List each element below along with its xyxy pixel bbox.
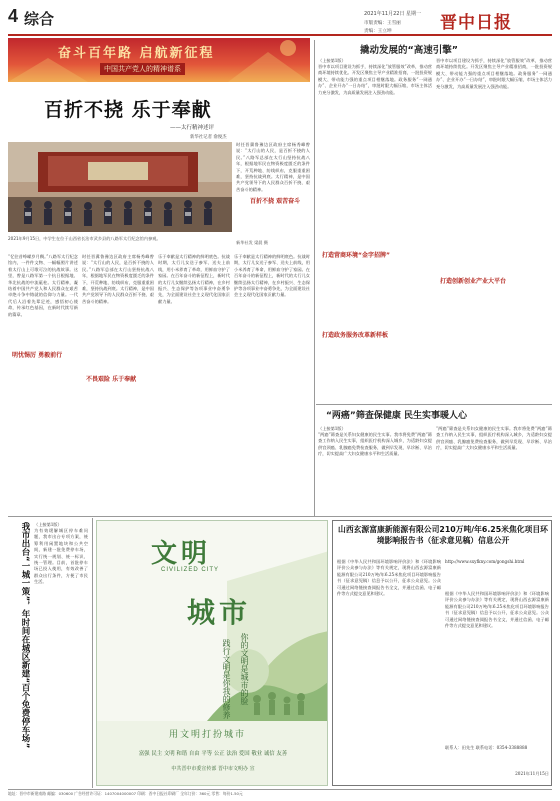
photo-caption: 2021年9月15日，中学生在位于山西省长治市武乡县的八路军太行纪念馆内参观。 [8,236,161,241]
banner-slogan: 奋斗百年路 启航新征程 [58,46,215,61]
right-top-col2: 晋中市以项目建设为抓手，持续深化“放管服效”改革，推动营商环境持续优化。开发区聚焦主导产业精准招商，一批投资规模大、带动能力强的重点项目相继落地。政务服务“一网通办”、企业开办“一日办结”，审批时限大幅压缩，市场主体活力充分激发，为高质量发展注入强劲动能。 [436,58,552,89]
notice-contact: 联系人：田先生 联系电话：0354-3388888 [445,745,528,750]
right-top-title: 撬动发展的“高速引擎” [360,45,458,56]
divider [92,518,93,788]
section-head-2: 明忧惕厉 勇毅前行 [12,352,63,359]
right-top-col1: 晋中市以项目建设为抓手，持续深化“放管服效”改革，推动营商环境持续优化。开发区聚焦主导产业精准招商，一批投资规模大、带动能力强的重点项目相继落地。政务服务“一网通办”、企业开办“一日办结”，审批时限大幅压缩，市场主体活力充分激发，为高质量发展注入强劲动能。 [318,64,432,95]
civilized-city-ad [96,520,328,786]
right-mid-col1: “两癌”筛查是关系妇女健康的民生实事。我市将免费“两癌”筛查工作纳入民生实事，组织医疗机构深入城乡，为适龄妇女提供宫颈癌、乳腺癌免费检查服务，做到早发现、早诊断、早治疗，切实提高广大妇女健康水平和生活质量。 [318,432,432,457]
section-head-3: 不畏艰险 乐于奉献 [86,376,137,383]
right-top-label: （上接第1版） [318,58,346,63]
divider [8,516,552,517]
main-body-col3: 乐于奉献是太行精神的鲜明底色。抗战时期，太行儿女送子参军、送夫上前线，用小米养育了革命，用鲜血守护了家园。在百年奋斗的新征程上，新时代的太行儿女继续弘扬太行精神，在乡村振兴、生态保护等各项事业中奋勇争先，为全面建设社会主义现代化国家贡献力量。 [158,254,230,304]
right-mid-label: （上接第1版） [318,426,346,431]
ad-slogan-1: 你的文明是城市的脸 [240,633,249,705]
notice-links: http://www.sxyfkny.com/gongshi.html [445,559,525,564]
ad-big-title: 城市 [187,596,252,629]
editor: 市版责编：王雪丽 [364,21,401,26]
photo-credit: 新华社发 梁晨 摄 [236,240,268,245]
ad-slogan-2: 践行文明是你我的修养 [222,639,231,719]
notice-date: 2021年11月15日 [515,771,549,776]
main-byline: 新华社记者 俞俊杰 [190,135,227,140]
divider [316,404,552,405]
parking-article-title: 我市出台“一城一策”，年时间在城区新建“百个免费停车场” [20,522,30,749]
ad-bottom-1: 用文明打扮城市 [169,730,247,740]
main-body-col4: 乐于奉献是太行精神的鲜明底色。抗战时期，太行儿女送子参军、送夫上前线，用小米养育了革命，用鲜血守护了家园。在百年奋斗的新征程上，新时代的太行儿女继续弘扬太行精神，在乡村振兴、生态保护等各项事业中奋勇争先，为全面建设社会主义现代化国家贡献力量。 [234,254,310,298]
right-mid-title: “两癌”筛查保健康 民生实事暖人心 [326,411,467,421]
issue-date: 2021年11月22日 星期一 [364,11,422,17]
photo-illustration [8,142,232,232]
notice-box [332,520,552,786]
main-body-col2: 时任晋冀鲁豫边区政府主席杨秀峰曾说：“太行山的人民，是百折不挠的人民。”八路军总部在太行山坚持抗战八年，根据地军民在物资极度匮乏的条件下，开荒种地、纺线织布，克服重重困难，坚持抗战到底。太行精神，是中国共产党领导下的人民群众百折不挠、艰苦奋斗的精神。 [82,254,154,304]
right-top-subhead-3: 打造创新创业产业大平台 [440,278,507,285]
right-mid-col2: “两癌”筛查是关系妇女健康的民生实事。我市将免费“两癌”筛查工作纳入民生实事，组织医疗机构深入城乡，为适龄妇女提供宫颈癌、乳腺癌免费检查服务，做到早发现、早诊断、早治疗，切实提高广大妇女健康水平和生活质量。 [436,426,552,451]
ad-bottom-2: 富强 民主 文明 和谐 自由 平等 公正 法治 爱国 敬业 诚信 友善 [138,751,288,757]
footer-rule [8,789,552,790]
proof: 责编：王立坤 [364,29,392,34]
right-top-subhead-1: 打造营商环境“金字招牌” [322,252,390,259]
notice-body-col1: 根据《中华人民共和国环境影响评价法》和《环境影响评价公众参与办法》等有关规定，现将山西玄源富康新能源有限公司210万吨/年6.25米焦化项目环境影响报告书（征求意见稿）信息予以公开，征求公众意见。公众可通过网络链接查阅报告书全文，并通过信函、电子邮件等方式提交意见和建议。 [337,559,441,597]
parking-label: （上接第1版） [34,522,62,527]
main-body-col1: “忆往昔峥嵘岁月稠。”八路军太行纪念馆内，一件件文物、一幅幅照片讲述着太行山上可歌可泣的抗战故事。这里，曾是八路军第一个抗日根据地、华北抗战的中流砥柱。太行精神，凝结着中国共产党人和人民群众在艰苦卓绝斗争中铸就的信仰与力量。一代代后人沿着先辈足迹，感悟初心使命，传承红色基因，在新时代续写新的篇章。 [8,254,78,317]
ad-bottom-3: 中共晋中市委宣传部 晋中市文明办 宣 [171,766,255,772]
divider [314,40,315,516]
feature-banner [8,38,310,82]
ad-head-cn: 文明 [151,539,212,569]
section-head-1: 百折不挠 艰苦奋斗 [250,198,301,205]
main-title: 百折不挠 乐于奉献 [44,99,212,121]
parking-body: 为有效缓解城区停车难问题，我市出台专项方案，统筹利用闲置地块和公共空间，新建一批免费停车场，实行统一规划、统一标识、统一管理。目前，首批停车场已投入使用，有效改善了群众出行条件，方便了市民生活。 [34,528,88,585]
notice-title: 山西玄源富康新能源有限公司210万吨/年6.25米焦化项目环境影响报告书（征求意见稿）信息公开 [338,525,548,545]
notice-body-col2: 根据《中华人民共和国环境影响评价法》和《环境影响评价公众参与办法》等有关规定，现将山西玄源富康新能源有限公司210万吨/年6.25米焦化项目环境影响报告书（征求意见稿）信息予以公开，征求公众意见。公众可通过网络链接查阅报告书全文，并通过信函、电子邮件等方式提交意见和建议。 [445,591,549,629]
paper-logo: 晋中日报 [440,13,512,33]
right-top-subhead-2: 打造政务服务改革新样板 [322,332,389,339]
memorial-photo [8,142,232,232]
banner-subtitle: 中国共产党人的精神谱系 [100,63,185,75]
main-subtitle: ——太行精神述评 [170,125,215,131]
footer-info: 地址：晋中市新建南路 邮编：030600 广告经营许可证：1407004000007 印刷：晋中日报社印刷厂 全年订价：360元 零售：每份1.50元 [8,791,243,796]
section-name: 综合 [24,10,55,28]
page-number: 4 [8,6,19,26]
ad-head-en: CIVILIZED CITY [161,567,220,573]
main-intro-col: 时任晋冀鲁豫边区政府主席杨秀峰曾说：“太行山的人民，是百折不挠的人民。”八路军总部在太行山坚持抗战八年，根据地军民在物资极度匮乏的条件下，开荒种地、纺线织布，克服重重困难，坚持抗战到底。太行精神，是中国共产党领导下的人民群众百折不挠、艰苦奋斗的精神。 [236,142,310,192]
ad-background [97,521,328,786]
header-rule [8,34,552,36]
